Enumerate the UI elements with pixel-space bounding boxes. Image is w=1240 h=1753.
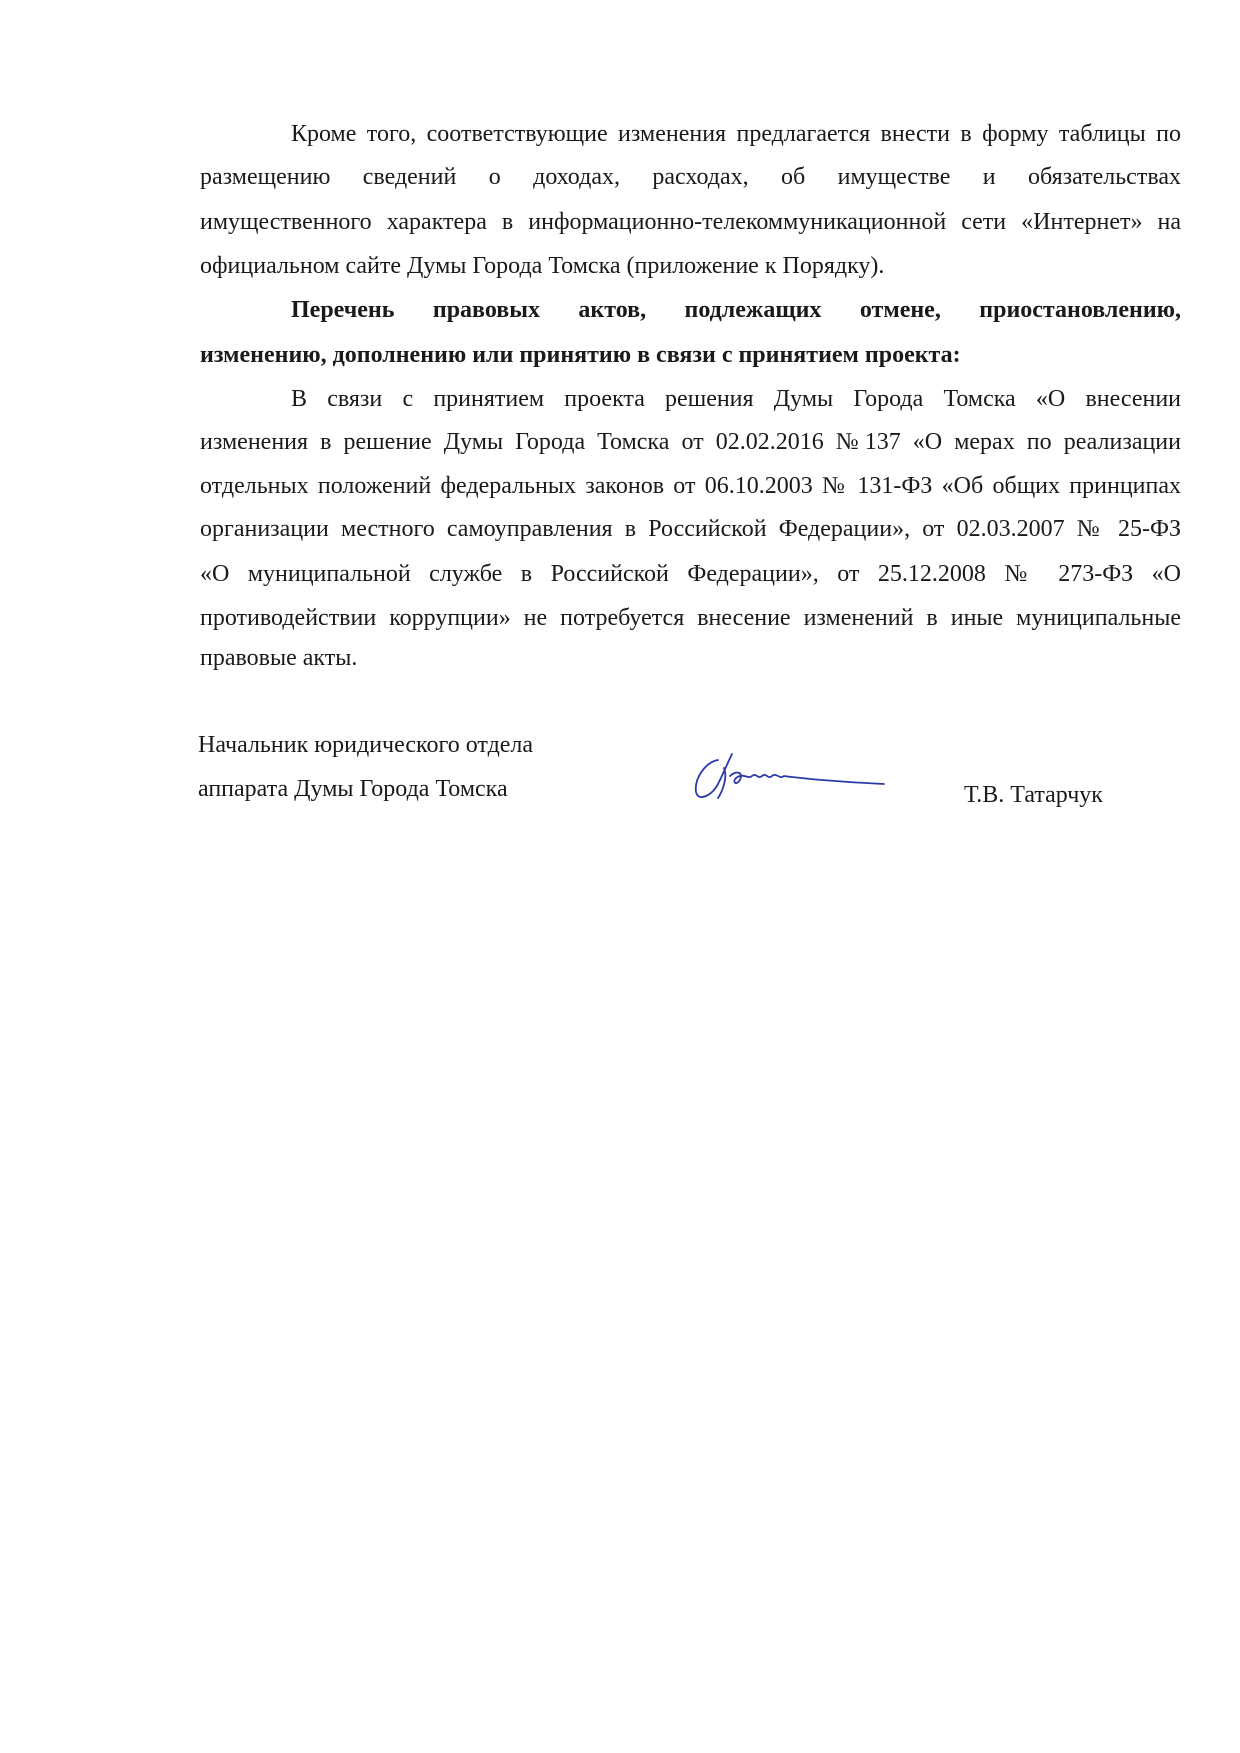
heading-line: изменению, дополнению или принятию в связи с принятием проекта:	[200, 342, 961, 368]
text-line: В связи с принятием проекта решения Думы Города Томска «О внесении	[291, 386, 1181, 412]
text-line: правовые акты.	[200, 645, 358, 671]
text-line: организации местного самоуправления в Российской Федерации», от 02.03.2007 № 25-ФЗ	[200, 516, 1181, 542]
handwritten-signature	[688, 748, 888, 804]
text-line: имущественного характера в информационно-телекоммуникационной сети «Интернет» на	[200, 209, 1181, 235]
text-line: отдельных положений федеральных законов от 06.10.2003 № 131-ФЗ «Об общих принципах	[200, 473, 1181, 499]
signer-position-line2: аппарата Думы Города Томска	[198, 776, 508, 802]
heading-line: Перечень правовых актов, подлежащих отмене, приостановлению,	[291, 297, 1181, 323]
text-line: Кроме того, соответствующие изменения предлагается внести в форму таблицы по	[291, 121, 1181, 147]
text-line: «О муниципальной службе в Российской Федерации», от 25.12.2008 № 273-ФЗ «О	[200, 561, 1181, 587]
text-line: изменения в решение Думы Города Томска от 02.02.2016 №137 «О мерах по реализации	[200, 429, 1181, 455]
signer-name: Т.В. Татарчук	[964, 782, 1103, 808]
text-line: противодействии коррупции» не потребуется внесение изменений в иные муниципальные	[200, 605, 1181, 631]
signer-position-line1: Начальник юридического отдела	[198, 732, 534, 758]
text-line: официальном сайте Думы Города Томска (приложение к Порядку).	[200, 253, 885, 279]
text-line: размещению сведений о доходах, расходах, об имуществе и обязательствах	[200, 164, 1181, 190]
